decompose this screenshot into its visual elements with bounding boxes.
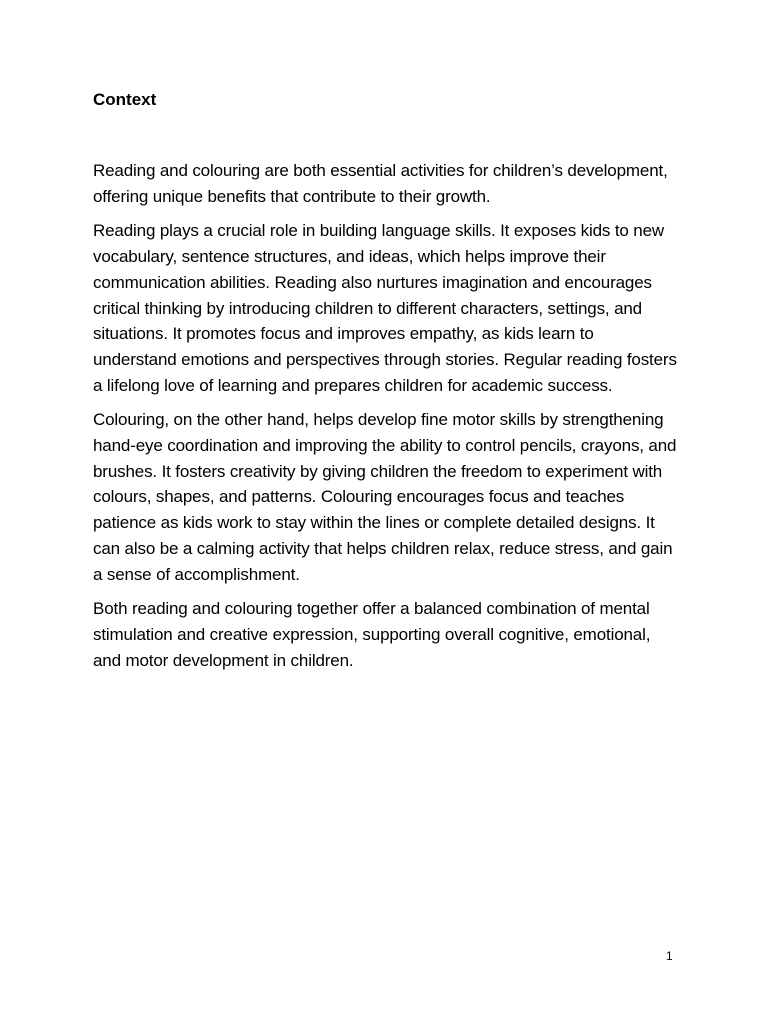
paragraph-conclusion: Both reading and colouring together offer a balanced combination of mental stimulation and creative expression, supporting overall cognitive, emotional, and motor development in children. bbox=[93, 599, 651, 670]
page-number: 1 bbox=[666, 949, 673, 963]
paragraph-colouring: Colouring, on the other hand, helps develop fine motor skills by strengthening hand-eye coordination and improving the ability to control pencils, crayons, and brushes. It fosters creativity by giving children the freedom to experiment with colours, shapes, and patterns. Colouring encourages focus and teaches patience as kids work to stay within the lines or complete detailed designs. It can also be a calming activity that helps children relax, reduce stress, and gain a sense of accomplishment. bbox=[93, 410, 677, 584]
document-body bbox=[93, 158, 681, 682]
section-heading: Context bbox=[93, 90, 157, 109]
paragraph-intro: Reading and colouring are both essential activities for children’s development, offering unique benefits that contribute to their growth. bbox=[93, 161, 668, 206]
paragraph-reading: Reading plays a crucial role in building language skills. It exposes kids to new vocabulary, sentence structures, and ideas, which helps improve their communication abilities. Reading also nurtures imagination and encourages critical thinking by introducing children to different characters, settings, and situations. It promotes focus and improves empathy, as kids learn to understand emotions and perspectives through stories. Regular reading fosters a lifelong love of learning and prepares children for academic success. bbox=[93, 221, 677, 395]
